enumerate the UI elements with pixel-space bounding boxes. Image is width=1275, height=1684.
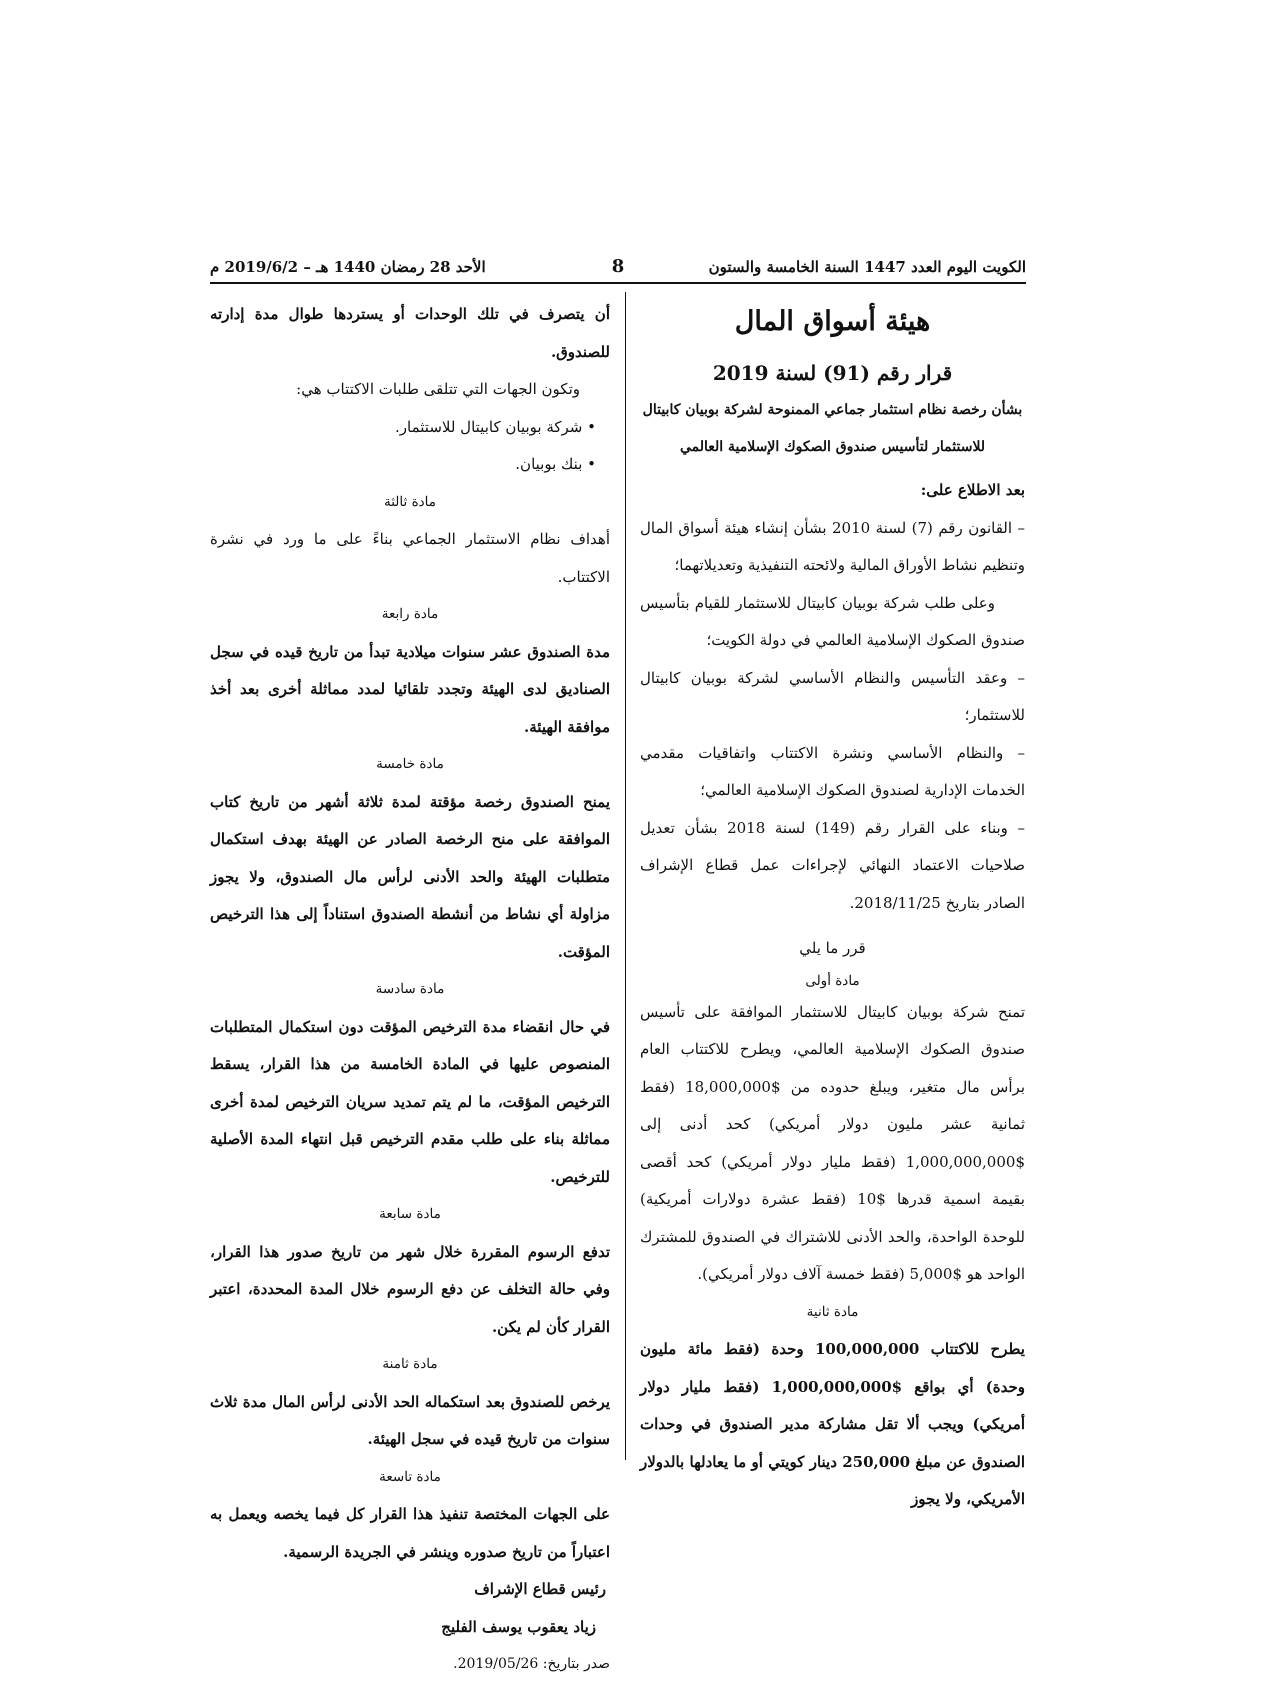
header-rule bbox=[210, 282, 1026, 284]
article-2-continued: أن يتصرف في تلك الوحدات أو يستردها طوال مدة إدارته للصندوق. bbox=[210, 305, 610, 361]
article-8-title: مادة ثامنة bbox=[382, 1356, 438, 1372]
decision-subject-line-2: للاستثمار لتأسيس صندوق الصكوك الإسلامية العالمي bbox=[679, 439, 986, 455]
signatory-title: رئيس قطاع الإشراف bbox=[474, 1580, 606, 1598]
article-1-title: مادة أولى bbox=[805, 972, 860, 989]
article-1-text: تمنح شركة بوبيان كابيتال للاستثمار الموافقة على تأسيس صندوق الصكوك الإسلامية العالمي، ويطرح للاكتتاب العام برأس مال متغير، ويبلغ حدوده من $18,000,000 (فقط ثمانية عشر مليون دولار أمريكي) كحد أدنى إلى $1,000,000,000 (فقط مليار دولار أمريكي) كحد أقصى بقيمة اسمية قدرها $10 (فقط عشرة دولارات أمريكية) للوحدة الواحدة، والحد الأدنى للاشتراك في الصندوق للمشترك الواحد هو $5,000 (فقط خمسة آلاف دولار أمريكي). bbox=[640, 1002, 1025, 1283]
page-header bbox=[210, 258, 1026, 284]
signatory-name: زياد يعقوب يوسف الفليج bbox=[441, 1617, 596, 1636]
article-3-text: أهداف نظام الاستثمار الجماعي بناءً على ما ورد في نشرة الاكتتاب. bbox=[210, 530, 610, 586]
article-2-text: يطرح للاكتتاب 100,000,000 وحدة (فقط مائة مليون وحدة) أي بواقع $1,000,000,000 (فقط مليار دولار أمريكي) ويجب ألا تقل مشاركة مدير الصندوق في وحدات الصندوق عن مبلغ 250,000 دينار كويتي أو ما يعادلها بالدولار الأمريكي، ولا يجوز bbox=[640, 1340, 1026, 1508]
article-6-title: مادة سادسة bbox=[375, 981, 445, 997]
column-divider bbox=[625, 292, 626, 1460]
article-9-text: على الجهات المختصة تنفيذ هذا القرار كل فيما يخصه ويعمل به اعتباراً من تاريخ صدوره وينشر في الجريدة الرسمية. bbox=[210, 1505, 610, 1561]
article-6-text: في حال انقضاء مدة الترخيص المؤقت دون استكمال المتطلبات المنصوص عليها في المادة الخامسة من هذا القرار، يسقط الترخيص المؤقت، ما لم يتم تمديد سريان الترخيص لمدة أخرى مماثلة بناء على طلب مقدم الترخيص قبل انتهاء المدة الأصلية للترخيص. bbox=[210, 1017, 610, 1186]
entity-boubyan-bank: • بنك بوبيان. bbox=[210, 446, 596, 484]
authority-name: هيئة أسواق المال bbox=[734, 306, 931, 337]
header-issue: الكويت اليوم العدد 1447 السنة الخامسة والستون bbox=[708, 258, 1026, 276]
page-number: 8 bbox=[611, 256, 625, 277]
after-review-heading: بعد الاطلاع على: bbox=[920, 481, 1025, 499]
decision-number: قرار رقم (91) لسنة 2019 bbox=[712, 361, 953, 385]
article-4-title: مادة رابعة bbox=[381, 606, 439, 622]
preamble-articles: – وعقد التأسيس والنظام الأساسي لشركة بوبيان كابيتال للاستثمار؛ bbox=[640, 668, 1025, 724]
article-5-title: مادة خامسة bbox=[376, 756, 444, 772]
article-8-text: يرخص للصندوق بعد استكماله الحد الأدنى لرأس المال مدة ثلاث سنوات من تاريخ قيده في سجل الهيئة. bbox=[210, 1392, 610, 1448]
header-date: الأحد 28 رمضان 1440 هـ – 2019/6/2 م bbox=[210, 258, 486, 276]
article-5-text: يمنح الصندوق رخصة مؤقتة لمدة ثلاثة أشهر من تاريخ كتاب الموافقة على منح الرخصة الصادر عن الهيئة بهدف استكمال متطلبات الهيئة والحد الأدنى لرأس مال الصندوق، ولا يجوز مزاولة أي نشاط من أنشطة الصندوق استناداً إلى هذا الترخيص المؤقت. bbox=[210, 792, 610, 961]
article-3-title: مادة ثالثة bbox=[383, 493, 437, 510]
preamble-decision-149: – وبناء على القرار رقم (149) لسنة 2018 بشأن تعديل صلاحيات الاعتماد النهائي لإجراءات عمل قطاع الإشراف الصادر بتاريخ 2018/11/25. bbox=[640, 818, 1025, 912]
decision-subject-line-1: بشأن رخصة نظام استثمار جماعي الممنوحة لشركة بوبيان كابيتال bbox=[642, 402, 1023, 418]
article-7-title: مادة سابعة bbox=[379, 1206, 441, 1222]
article-7-text: تدفع الرسوم المقررة خلال شهر من تاريخ صدور هذا القرار، وفي حالة التخلف عن دفع الرسوم خلال المدة المحددة، اعتبر القرار كأن لم يكن. bbox=[210, 1242, 610, 1336]
entity-boubyan-capital: • شركة بوبيان كابيتال للاستثمار. bbox=[210, 409, 596, 447]
entities-intro: وتكون الجهات التي تتلقى طلبات الاكتتاب هي: bbox=[296, 380, 580, 398]
article-9-title: مادة تاسعة bbox=[379, 1468, 441, 1485]
issue-date: صدر بتاريخ: 2019/05/26. bbox=[453, 1656, 610, 1672]
article-4-text: مدة الصندوق عشر سنوات ميلادية تبدأ من تاريخ قيده في سجل الصناديق لدى الهيئة وتجدد تلقائيا لمدد مماثلة أخرى بعد أخذ موافقة الهيئة. bbox=[210, 642, 610, 736]
preamble-bylaws: – والنظام الأساسي ونشرة الاكتتاب واتفاقيات مقدمي الخدمات الإدارية لصندوق الصكوك الإسلامية العالمي؛ bbox=[640, 743, 1025, 799]
article-2-title: مادة ثانية bbox=[806, 1303, 859, 1320]
right-column bbox=[640, 296, 1025, 1519]
left-column bbox=[210, 296, 610, 1684]
preamble-law: – القانون رقم (7) لسنة 2010 بشأن إنشاء هيئة أسواق المال وتنظيم نشاط الأوراق المالية ولائحته التنفيذية وتعديلاتهما؛ bbox=[640, 518, 1025, 574]
decided-heading: قرر ما يلي bbox=[799, 939, 866, 957]
preamble-request: وعلى طلب شركة بوبيان كابيتال للاستثمار للقيام بتأسيس صندوق الصكوك الإسلامية العالمي في دولة الكويت؛ bbox=[640, 593, 1025, 649]
